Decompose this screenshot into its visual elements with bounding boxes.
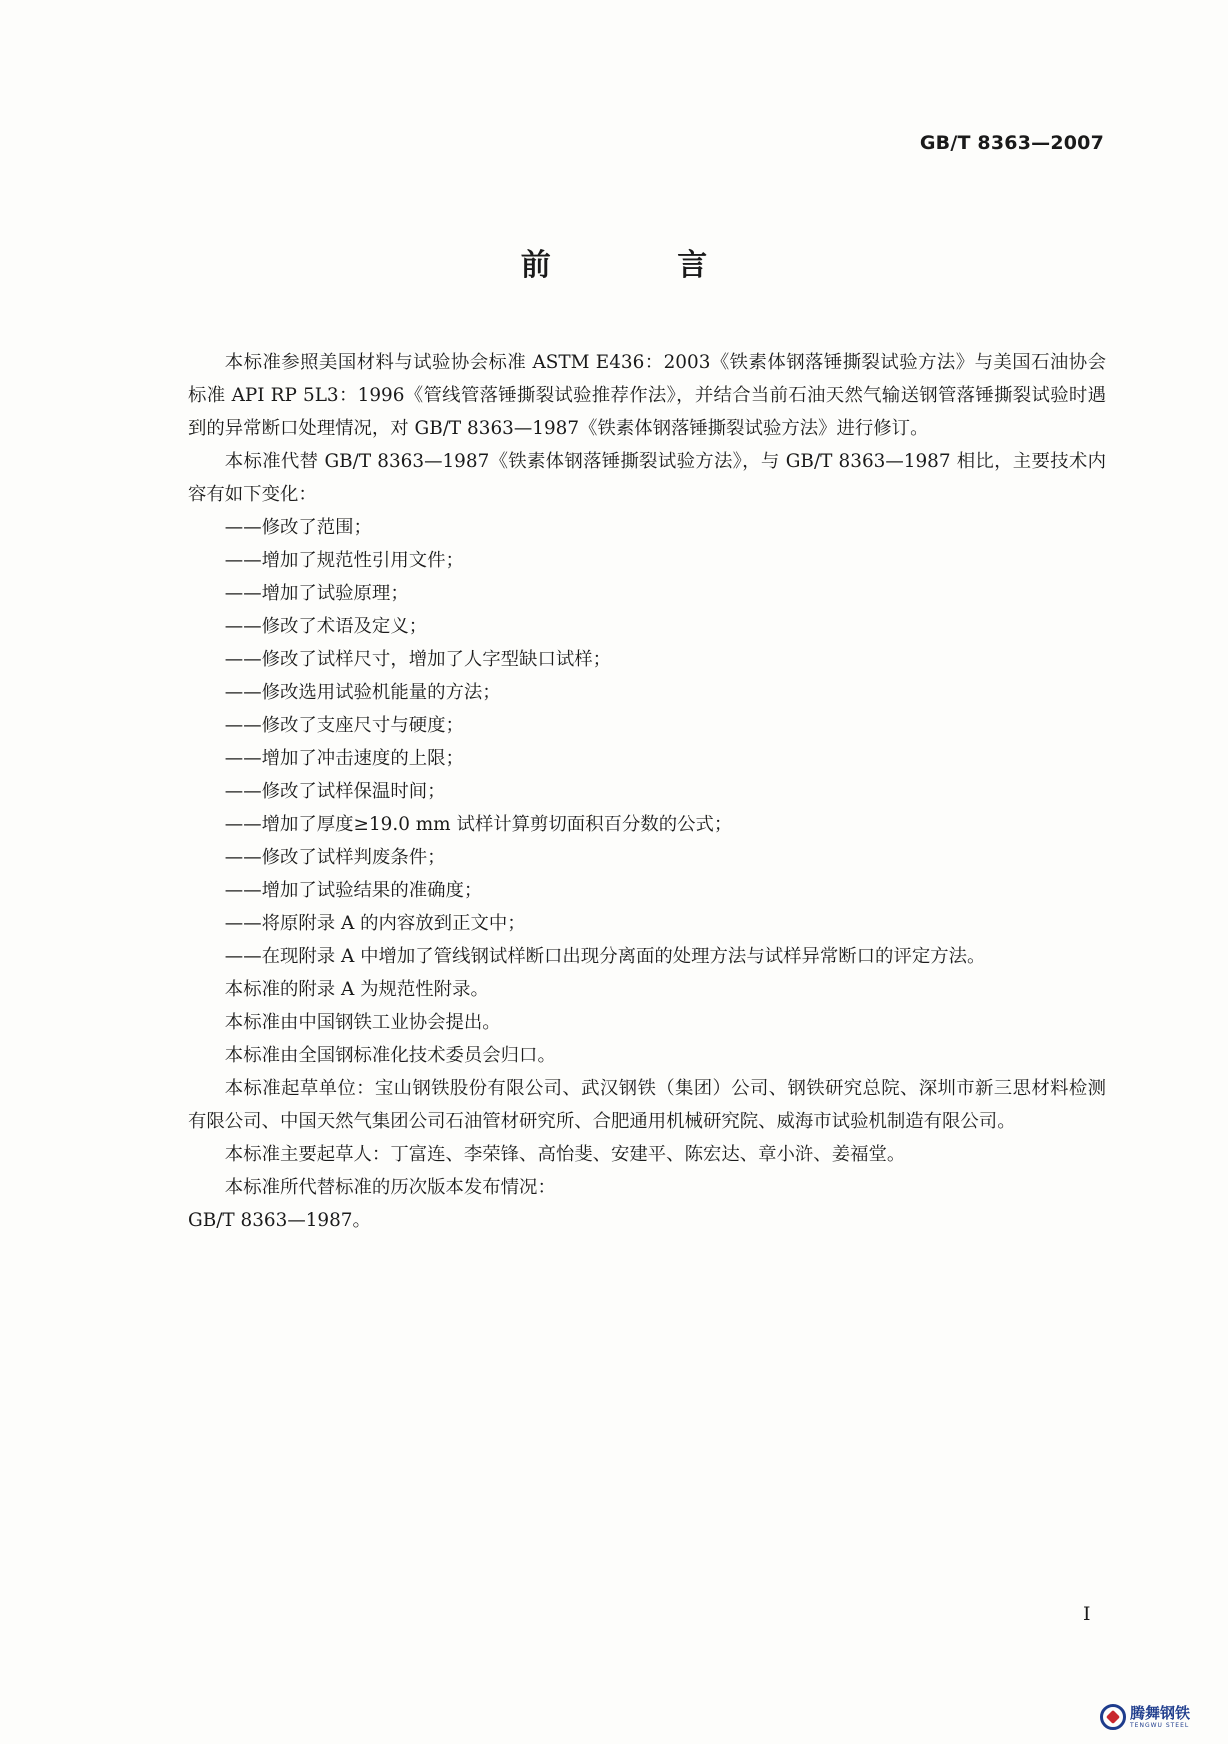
previous-version: GB/T 8363—1987。 xyxy=(188,1210,371,1231)
change-item: ——修改了术语及定义； xyxy=(224,616,428,637)
change-item: ——修改了试样判废条件； xyxy=(224,847,446,868)
change-item: ——增加了规范性引用文件； xyxy=(224,550,464,571)
change-item: ——修改了范围； xyxy=(224,517,372,538)
foreword-body xyxy=(188,346,1106,1237)
change-item: ——修改选用试验机能量的方法； xyxy=(224,682,501,703)
change-item: ——将原附录 A 的内容放到正文中； xyxy=(224,913,526,934)
proposer-note: 本标准由中国钢铁工业协会提出。 xyxy=(224,1012,501,1033)
page-number: I xyxy=(1083,1603,1091,1625)
logo-cn: 腾舞钢铁 xyxy=(1130,1703,1191,1722)
drafters: 本标准主要起草人：丁富连、李荣锋、高怡斐、安建平、陈宏达、章小浒、姜福堂。 xyxy=(224,1144,906,1165)
drafting-units: 本标准起草单位：宝山钢铁股份有限公司、武汉钢铁（集团）公司、钢铁研究总院、深圳市新三思材料检测有限公司、中国天然气集团公司石油管材研究所、合肥通用机械研究院、威海市试验机制造有限公司。 xyxy=(188,1078,1106,1132)
change-item: ——在现附录 A 中增加了管线钢试样断口出现分离面的处理方法与试样异常断口的评定方法。 xyxy=(224,946,986,967)
logo-text xyxy=(1130,1703,1191,1729)
watermark-logo xyxy=(1100,1704,1190,1730)
change-item: ——修改了试样尺寸，增加了人字型缺口试样； xyxy=(224,649,612,670)
annex-note: 本标准的附录 A 为规范性附录。 xyxy=(224,979,489,1000)
intro-paragraph-2: 本标准代替 GB/T 8363—1987《铁素体钢落锤撕裂试验方法》，与 GB/T 8363—1987 相比，主要技术内容有如下变化： xyxy=(188,451,1106,505)
change-item: ——增加了试验原理； xyxy=(224,583,409,604)
page-title: 前 言 xyxy=(520,248,766,283)
change-item: ——增加了冲击速度的上限； xyxy=(224,748,464,769)
change-item: ——修改了试样保温时间； xyxy=(224,781,446,802)
change-item: ——增加了试验结果的准确度； xyxy=(224,880,483,901)
tengwu-logo-icon xyxy=(1100,1704,1126,1730)
logo-en: TENGWU STEEL xyxy=(1130,1721,1190,1729)
previous-versions-label: 本标准所代替标准的历次版本发布情况： xyxy=(224,1177,556,1198)
intro-paragraph-1: 本标准参照美国材料与试验协会标准 ASTM E436：2003《铁素体钢落锤撕裂试验方法》与美国石油协会标准 API RP 5L3：1996《管线管落锤撕裂试验推荐作法》，并结合当前石油天然气输送钢管落锤撕裂试验时遇到的异常断口处理情况，对 GB/T 8363—1987《铁素体钢落锤撕裂试验方法》进行修订。 xyxy=(188,352,1106,439)
change-item: ——增加了厚度≥19.0 mm 试样计算剪切面积百分数的公式； xyxy=(224,814,733,835)
committee-note: 本标准由全国钢标准化技术委员会归口。 xyxy=(224,1045,556,1066)
standard-code: GB/T 8363—2007 xyxy=(919,132,1104,154)
change-item: ——修改了支座尺寸与硬度； xyxy=(224,715,464,736)
